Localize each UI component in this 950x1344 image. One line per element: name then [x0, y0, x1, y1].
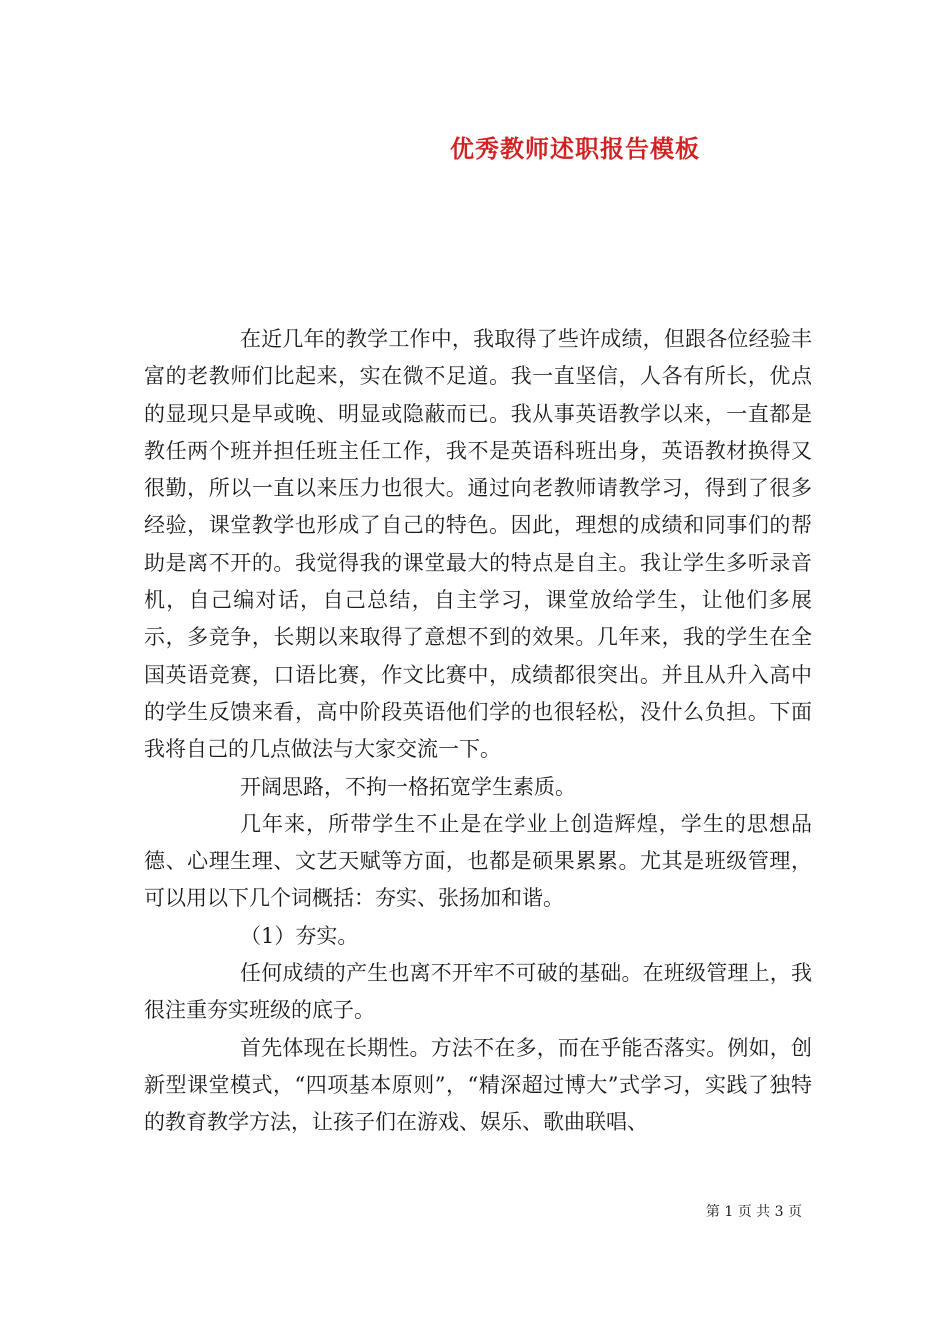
paragraph-intro: 在近几年的教学工作中，我取得了些许成绩，但跟各位经验丰富的老教师们比起来，实在微不足道。我一直坚信，人各有所长，优点的显现只是早或晚、明显或隐蔽而已。我从事英语教学以来，一直都是教任两个班并担任班主任工作，我不是英语科班出身，英语教材换得又很勤，所以一直以来压力也很大。通过向老教师请教学习，得到了很多经验，课堂教学也形成了自己的特色。因此，理想的成绩和同事们的帮助是离不开的。我觉得我的课堂最大的特点是自主。我让学生多听录音机，自己编对话，自己总结，自主学习，课堂放给学生，让他们多展示，多竞争，长期以来取得了意想不到的效果。几年来，我的学生在全国英语竞赛，口语比赛，作文比赛中，成绩都很突出。并且从升入高中的学生反馈来看，高中阶段英语他们学的也很轻松，没什么负担。下面我将自己的几点做法与大家交流一下。: [144, 327, 812, 762]
page-number: 第 1 页 共 3 页: [705, 1204, 802, 1220]
document-body: [144, 321, 812, 1142]
paragraph-achievements: 几年来，所带学生不止是在学业上创造辉煌，学生的思想品德、心理生理、文艺天赋等方面，也都是硕果累累。尤其是班级管理，可以用以下几个词概括：夯实、张扬加和谐。: [144, 811, 812, 911]
document-title: 优秀教师述职报告模板: [450, 134, 700, 163]
paragraph-foundation: 任何成绩的产生也离不开牢不可破的基础。在班级管理上，我很注重夯实班级的底子。: [144, 961, 812, 1023]
paragraph-long-term: 首先体现在长期性。方法不在多，而在乎能否落实。例如，创新型课堂模式，“四项基本原则”，“精深超过博大”式学习，实践了独特的教育教学方法，让孩子们在游戏、娱乐、歌曲联唱、: [144, 1035, 812, 1135]
paragraph-heading-solid: （1）夯实。: [240, 923, 359, 948]
paragraph-heading-broaden: 开阔思路，不拘一格拓宽学生素质。: [240, 774, 576, 799]
